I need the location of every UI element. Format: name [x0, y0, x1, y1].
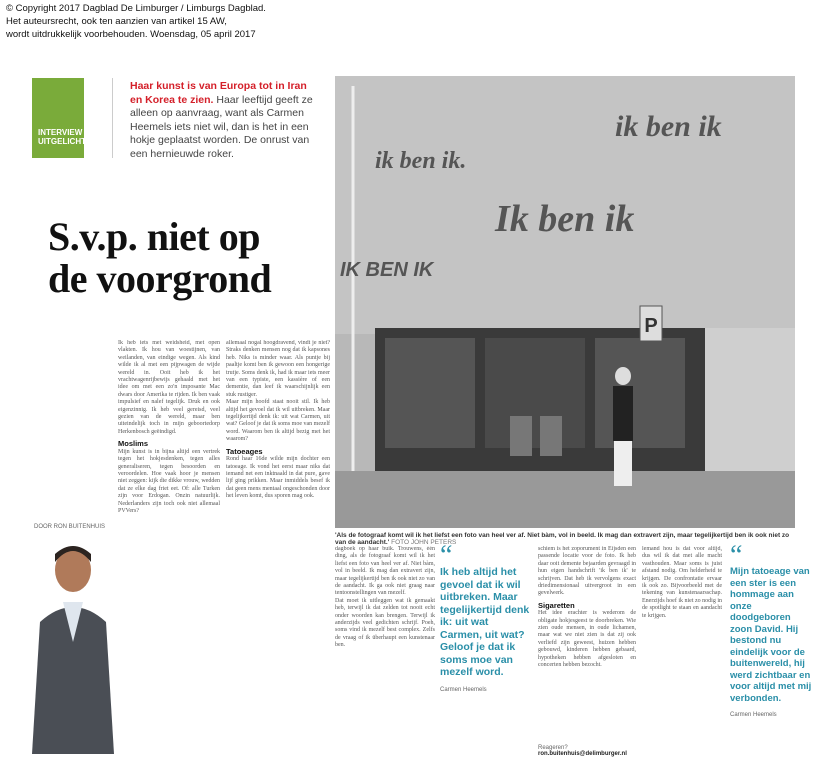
rubric-line-2: UITGELICHT — [38, 137, 86, 146]
column-4 — [538, 546, 636, 742]
subhead-tatoeages: Tatoeages — [226, 446, 263, 456]
wall-text-2: ik ben ik. — [375, 148, 467, 174]
intro-lead: Haar kunst is van Europa tot in Iran en Korea te zien. — [130, 80, 307, 106]
caption-text: 'Als de fotograaf komt wil ik het liefst een foto van heel ver af. Niet bàm, vol in beeld. Ik mag dan extravert zijn, maar tegelijkertijd ben ik ook niet zo van de aandacht.' — [335, 532, 790, 546]
quote-mark-icon: “ — [440, 540, 453, 571]
photo-illustration — [335, 76, 795, 528]
column-5-para-1: lemand hou is dat voor altijd, dus wil ik dat met alle macht vasthouden. Maar soms is juist afstand nodig. Om helderheid te krijgen. De confrontatie ervaar ik ook zo. Bijvoorbeeld met de tekening van kunstenaarsschap. Enerzijds hoef ik niet zo nodig in de spotlight te staan en aandacht te krijgen. — [642, 546, 722, 619]
rubric-label — [38, 128, 98, 146]
column-3 — [335, 546, 435, 756]
quote-2-text: Mijn tatoeage van een ster is een hommage aan onze doodgeboren zoon David. Hij bestond nu eindelijk voor de buitenwereld, hij werd zichtbaar en voor altijd met mij verbonden. — [730, 566, 812, 704]
copyright-line-3: wordt uitdrukkelijk voorbehouden. Woensdag, 05 april 2017 — [6, 29, 256, 40]
caption-credit: FOTO JOHN PETERS — [391, 539, 457, 546]
photo-caption — [335, 532, 795, 546]
portrait-photo — [28, 532, 118, 754]
column-5 — [642, 546, 722, 756]
quote-1-text: Ik heb altijd het gevoel dat ik wil uitbreken. Maar tegelijkertijd denk ik: uit wat Carmen, uit wat? Geloof je dat ik soms moe van mezelf word. — [440, 566, 530, 678]
copyright-line-2: Het auteursrecht, ook ten aanzien van artikel 15 AW, — [6, 16, 227, 27]
subhead-sigaretten: Sigaretten — [538, 600, 575, 610]
headline — [48, 216, 338, 300]
portrait-illustration — [28, 532, 118, 754]
column-2-para-2: Maar mijn hoofd staat nooit stil. Ik heb altijd het gevoel dat ik wil uitbreken. Maar tegelijkertijd denk ik: uit wat Carmen, uit wat? Geloof je dat ik soms moe van mezelf word. Waarom ben ik altijd bezig met het waarom? — [226, 399, 330, 443]
quote-mark-icon: “ — [730, 540, 743, 571]
column-3-para-2: Dat moet ik uitleggen wat ik gemaakt heb, terwijl ik dat zelden tot nooit echt onder woorden kan brengen. Terwijl ik anderzijds veel gedichten schrijf. Poeh, soms vind ik mezelf best complex. Zelfs de vraag of ik überhaupt een kunstenaar ben. — [335, 597, 435, 649]
pull-quote-2 — [730, 540, 814, 718]
wall-text-4: IK BEN IK — [340, 259, 434, 281]
quote-2-by: Carmen Heemels — [730, 712, 777, 718]
reageren-label: Reageren? — [538, 745, 568, 751]
parking-sign-text: P — [644, 315, 658, 337]
quote-1-by: Carmen Heemels — [440, 686, 487, 693]
column-2-para-3: Rond haar 16de wilde mijn dochter een tatoeage. Ik vond het eerst maar niks dat iemand net een inktnaald in dat pure, gave lijf ging prikken. Maar inmiddels besef ik dat geen mens mentaal ongeschonden door het leven komt, dus sporen mag ook. — [226, 456, 330, 500]
column-1-para-2: Mijn kunst is in bijna altijd een vertrek tegen het hokjesdenken, tegen alles generaliseren, tegen besoorden en veroordelen. Hoe vaak hoor je mensen niet zeggen: kijk die dikke vrouw, wedden dat ze elke dag friet eet. Of: alle Turken zijn voor Erdogan. Onzin natuurlijk. Nederlanders zijn toch ook niet allemaal PVVers? — [118, 448, 220, 514]
column-2-para-1: allemaal nogal hoogdravend, vindt je niet? Straks denken mensen nog dat ik kapsones heb. Niks is minder waar. Als puntje bij paaltje komt ben ik gewoon een hongerige trutje. Soms denk ik, had ik maar iets meer van een typiste, een kassière of een dementie, dan leef ik waarschijnlijk een stuk rustiger. — [226, 340, 330, 398]
pull-quote-1 — [440, 540, 532, 693]
column-2 — [226, 340, 330, 754]
headline-line-1: S.v.p. niet op — [48, 214, 260, 259]
article-intro — [130, 80, 320, 161]
column-1 — [118, 340, 220, 754]
main-photo — [335, 76, 795, 528]
byline: DOOR RON BUITENHUIS — [34, 524, 106, 530]
column-3-para-1: dagboek op haar buik. Trouwens, één ding, als de fotograaf komt wil ik het liefst een foto van heel ver af. Niet bàm, vol in beeld. Ik mag dan extravert zijn, maar tegelijkertijd ben ik ook niet zo van de aandacht. Ik ga ook niet graag naar tentoonstellingen van mezelf. — [335, 546, 435, 597]
rubric-line-1: INTERVIEW — [38, 128, 83, 137]
wall-text-1: ik ben ik — [615, 110, 722, 143]
headline-line-2: de voorgrond — [48, 256, 272, 301]
column-4-para-1: schiem is het zoporument in Eijsden een passende locatie voor de foto. Ik heb daar ooit demente bejaarden gevraagd in hun eigen handschrift 'ik ben ik' te schrijven. Dat heb ik vervolgens exact driedimensionaal uitvergroot in een gevelwerk. — [538, 546, 636, 597]
column-4-para-2: Het idee erachter is wederom de obligate hokjesgeest te doorbreken. Wie zien oude mensen, in oude lichamen, maar wat we niet zien is dat zij ook verliefd zijn geweest, huizen hebben gebouwd, kinderen hebben gebaard, hypotheken hebben afgesloten en concerten hebben bezocht. — [538, 610, 636, 669]
divider — [112, 78, 113, 158]
copyright-line-1: © Copyright 2017 Dagblad De Limburger / Limburgs Dagblad. — [6, 3, 266, 14]
wall-text-3: Ik ben ik — [495, 198, 635, 240]
column-1-para-1: Ik heb iets met weidsheid, met open vlakten. Ik hou van woestijnen, van weilanden, van eindige wegen. Als kind wilde ik al met een pijpwagen de wijde wereld in. Ooit heb ik het vrachtwagenrijbewijs gehaald met het idee om met een zo'n imposante Mac dwars door Amerika te rijden. Ik ben vaak impulsief en nalef tegelijk. Druk en ook eigenzinnig. Ik heb veel gereisd, veel gezien van de wereld, maar ben uiteindelijk toch in mijn geboortedorp Herkenbosch geëindigd. — [118, 340, 220, 435]
reader-response — [538, 745, 658, 757]
rubric-box — [32, 78, 84, 158]
email-link[interactable]: ron.buitenhuis@delimburger.nl — [538, 751, 627, 757]
intro-rest: Haar leeftijd geeft ze alleen op aanvraag, want als Carmen Heemels iets niet wil, dan is het in een hokje geplaatst worden. De onrust van een hernieuwde roker. — [130, 93, 313, 160]
subhead-moslims: Moslims — [118, 439, 149, 449]
copyright-notice — [6, 2, 306, 41]
